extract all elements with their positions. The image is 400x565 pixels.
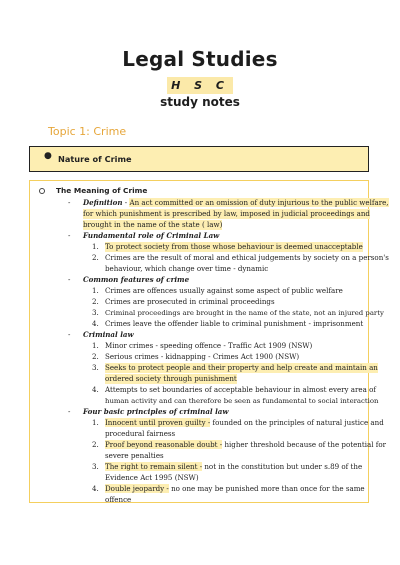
list-item: Crimes are the result of moral and ethical judgements by society on a person's [105,253,389,262]
principle-term: Proof beyond reasonable doubt - [105,440,223,449]
list-number: 3. [92,363,99,372]
list-item [105,484,365,494]
hsc-badge: H S C [167,77,233,94]
list-item: To protect society from those whose behaviour is deemed unacceptable [105,242,363,251]
principle-text: higher threshold because of the potential for [222,440,387,449]
list-item-continued: behaviour, which change over time - dynamic [105,264,269,273]
list-item: Serious crimes - kidnapping - Crimes Act 1900 (NSW) [105,352,300,361]
definition-sep: - [122,198,130,207]
meaning-heading: The Meaning of Crime [56,186,148,195]
list-number: 2. [92,253,99,262]
criminal-law-heading: Criminal law [83,330,134,339]
list-item: Crimes leave the offender liable to criminal punishment - imprisonment [105,319,364,328]
dash-marker: - [68,330,71,339]
bullet-icon: ● [44,151,52,161]
list-number: 3. [92,462,99,471]
list-item [105,440,386,450]
principle-term: Double jeopardy - [105,484,169,493]
list-item-continued: ordered society through punishment [105,374,237,383]
list-item: Seeks to protect people and their property and help create and maintain an [105,363,378,372]
principle-text: founded on the principles of natural justice and [210,418,384,427]
definition-line-2: for which punishment is prescribed by law, imposed in judicial proceedings and [83,209,370,218]
section-box [29,146,369,172]
dash-marker: - [68,275,71,284]
topic-heading: Topic 1: Crime [48,125,127,138]
list-number: 3. [92,308,99,317]
list-number: 2. [92,352,99,361]
fundamental-heading: Fundamental role of Criminal Law [83,231,220,240]
list-item: Criminal proceedings are brought in the name of the state, not an injured party [105,309,384,317]
circle-bullet-icon [39,188,45,194]
definition-line-3: brought in the name of the state ( law) [83,220,223,229]
list-item: Minor crimes - speeding offence - Traffic Act 1909 (NSW) [105,341,313,350]
dash-marker: - [68,198,71,207]
principle-text: not in the constitution but under s.89 of the [202,462,363,471]
document-subtitle: study notes [160,95,240,109]
list-item-continued: Evidence Act 1995 (NSW) [105,473,199,482]
common-heading: Common features of crime [83,275,190,284]
definition-label: Definition [83,198,123,207]
list-number: 2. [92,440,99,449]
definition-line-1 [83,198,389,208]
list-number: 4. [92,484,99,493]
list-item-continued: severe penalties [105,451,164,460]
principle-text: no one may be punished more than once for the same [168,484,365,493]
list-item: Crimes are offences usually against some aspect of public welfare [105,286,343,295]
list-number: 1. [92,242,99,251]
list-number: 4. [92,319,99,328]
definition-text-1: An act committed or an omission of duty injurious to the public welfare, [129,198,389,207]
dash-marker: - [68,231,71,240]
list-item-continued: offence [105,495,132,504]
list-item-continued: human activity and can therefore be seen as fundamental to social interaction [105,397,379,405]
document-title: Legal Studies [122,47,278,71]
list-number: 1. [92,341,99,350]
list-item [105,462,362,472]
list-item: Attempts to set boundaries of acceptable behaviour in almost every area of [105,385,376,394]
principle-term: The right to remain silent - [105,462,203,471]
section-label: Nature of Crime [58,154,132,164]
principle-term: Innocent until proven guilty - [105,418,211,427]
principles-heading: Four basic principles of criminal law [83,407,229,416]
list-number: 1. [92,286,99,295]
list-number: 1. [92,418,99,427]
list-number: 4. [92,385,99,394]
list-item [105,418,384,428]
dash-marker: - [68,407,71,416]
list-item: Crimes are prosecuted in criminal proceedings [105,297,275,306]
list-item-continued: procedural fairness [105,429,176,438]
list-number: 2. [92,297,99,306]
